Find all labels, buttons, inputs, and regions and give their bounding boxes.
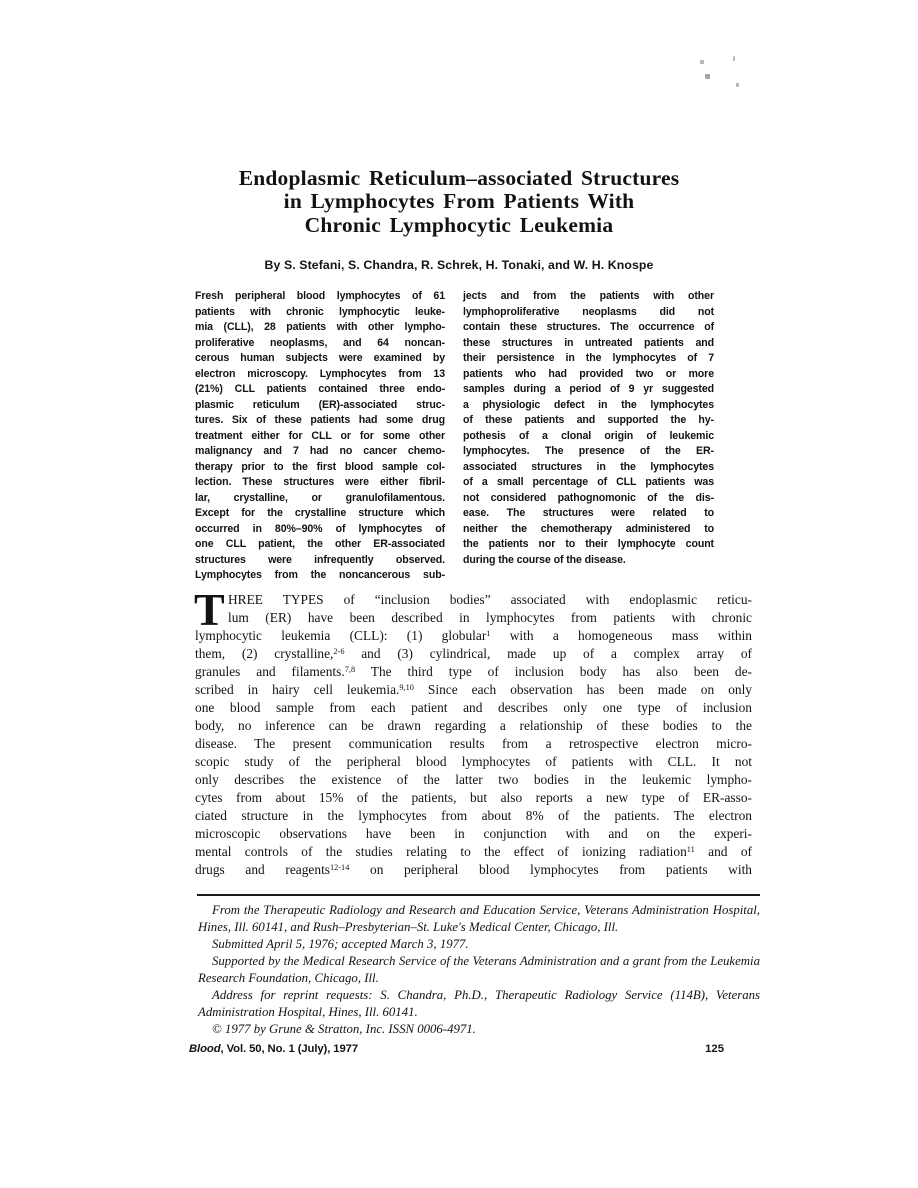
abstract-line: lection. These structures were either fibril- <box>195 476 445 488</box>
body-paragraph <box>194 584 753 879</box>
abstract-right-column <box>463 289 714 568</box>
abstract-line: neither the chemotherapy administered to <box>463 522 714 535</box>
abstract-line: these structures in untreated patients and <box>463 336 714 349</box>
body-line: mental controls of the studies relating to the effect of ionizing radiation$^{11}$ and of <box>195 844 752 859</box>
abstract-line: lymphocytes. The presence of the ER- <box>463 445 714 457</box>
scan-speck <box>736 83 739 87</box>
abstract-line: lymphoproliferative neoplasms did not <box>463 305 714 318</box>
abstract-line: electron microscopy. Lymphocytes from 13 <box>195 367 445 380</box>
abstract-line: a physiologic defect in the lymphocytes <box>463 398 714 411</box>
abstract-line: occurred in 80%–90% of lymphocytes of <box>195 522 445 535</box>
footnote-paragraph: Submitted April 5, 1976; accepted March 3, 1977. <box>212 937 469 951</box>
journal-name: Blood <box>189 1043 221 1055</box>
abstract-line: Fresh peripheral blood lymphocytes of 61 <box>195 290 445 302</box>
article-title-line: Chronic Lymphocytic Leukemia <box>304 212 614 237</box>
scan-speck <box>700 60 704 64</box>
abstract-line: plasmic reticulum (ER)-associated struc- <box>195 398 445 411</box>
abstract-left-column <box>195 289 445 584</box>
body-line: microscopic observations have been in conjunction with and on the experi- <box>195 826 752 841</box>
body-line: scopic study of the peripheral blood lymphocytes of patients with CLL. It not <box>195 754 752 769</box>
abstract-line: during the course of the disease. <box>463 553 626 566</box>
abstract-line: Lymphocytes from the noncancerous sub- <box>195 569 445 581</box>
body-line: ciated structure in the lymphocytes from about 8% of the patients. The electron <box>195 808 752 823</box>
abstract-line: patients who had provided two or more <box>463 367 714 380</box>
abstract-line: contain these structures. The occurrence of <box>463 321 714 333</box>
body-line: HREE TYPES of “inclusion bodies” associated with endoplasmic reticu- <box>228 592 752 607</box>
footnotes <box>198 902 760 1038</box>
footnote-paragraph: © 1977 by Grune & Stratton, Inc. ISSN 0006-4971. <box>212 1022 476 1036</box>
article-title-line: Endoplasmic Reticulum–associated Structures <box>238 166 680 190</box>
abstract-line: lar, crystalline, or granulofilamentous. <box>195 491 445 504</box>
byline: By S. Stefani, S. Chandra, R. Schrek, H. Tonaki, and W. H. Knospe <box>264 258 654 272</box>
article-title <box>0 167 918 237</box>
abstract-line: mia (CLL), 28 patients with other lympho- <box>195 321 445 333</box>
abstract-line: pothesis of a clonal origin of leukemic <box>463 429 714 442</box>
issue-info: , Vol. 50, No. 1 (July), 1977 <box>220 1043 359 1055</box>
abstract-line: the patients nor to their lymphocyte count <box>463 538 714 550</box>
body-line: drugs and reagents$^{12-14}$ on peripheral blood lymphocytes from patients with <box>195 862 752 877</box>
abstract-line: jects and from the patients with other <box>463 290 714 302</box>
abstract-line: structures were infrequently observed. <box>195 553 445 566</box>
abstract-line: therapy prior to the first blood sample col- <box>195 460 445 473</box>
abstract-line: of a small percentage of CLL patients was <box>463 476 714 488</box>
drop-cap: T <box>194 584 225 635</box>
body-line: scribed in hairy cell leukemia.$^{9,10}$ Since each observation has been made on only <box>195 682 752 697</box>
abstract-line: patients with chronic lymphocytic leuke- <box>195 305 445 318</box>
abstract-line: not considered pathognomonic of the dis- <box>463 491 714 504</box>
abstract-line: one CLL patient, the other ER-associated <box>195 538 445 550</box>
footnote-paragraph: From the Therapeutic Radiology and Research and Education Service, Veterans Administration Hospital, Hines, Ill. 60141, and Rush–Presbyterian–St. Luke's Medical Center, Chicago, Ill. <box>198 903 760 934</box>
abstract-line: samples during a period of 9 yr suggested <box>463 383 714 395</box>
abstract-line: associated structures in the lymphocytes <box>463 460 714 473</box>
abstract-line: of these patients and supported the hy- <box>463 414 714 426</box>
footnote-divider <box>197 894 760 896</box>
abstract-line: malignancy and 7 had no cancer chemo- <box>195 445 445 457</box>
abstract-line: (21%) CLL patients contained three endo- <box>195 383 445 395</box>
abstract-line: ease. The structures were related to <box>463 507 714 519</box>
abstract-line: cerous human subjects were examined by <box>195 352 445 364</box>
footnote-paragraph: Address for reprint requests: S. Chandra, Ph.D., Therapeutic Radiology Service (114B), Veterans Administration Hospital, Hines, Ill. 60141. <box>198 988 760 1019</box>
abstract-line: proliferative neoplasms, and 64 noncan- <box>195 336 445 349</box>
abstract-line: treatment either for CLL or for some other <box>195 429 445 442</box>
body-line: body, no inference can be drawn regarding a relationship of these bodies to the <box>195 718 752 733</box>
article-title-line: in Lymphocytes From Patients With <box>283 189 635 214</box>
body-line: lum (ER) have been described in lymphocytes from patients with chronic <box>228 610 752 625</box>
body-line: only describes the existence of the latter two bodies in the leukemic lympho- <box>195 772 752 787</box>
scan-speck <box>705 74 710 79</box>
body-line: lymphocytic leukemia (CLL): (1) globular$^1$ with a homogeneous mass within <box>195 628 753 643</box>
page-number: 125 <box>705 1043 724 1055</box>
body-lines <box>195 591 752 879</box>
scan-speck <box>733 56 735 61</box>
body-line: one blood sample from each patient and describes only one type of inclusion <box>195 700 752 715</box>
journal-footer-reference <box>189 1043 358 1055</box>
body-line: cytes from about 15% of the patients, but also reports a new type of ER-asso- <box>195 790 752 805</box>
abstract-line: tures. Six of these patients had some drug <box>195 414 445 426</box>
body-line: them, (2) crystalline,$^{2-6}$ and (3) cylindrical, made up of a complex array of <box>195 646 752 661</box>
body-line: granules and filaments.$^{7,8}$ The third type of inclusion body has also been de- <box>195 664 752 679</box>
abstract-line: their persistence in the lymphocytes of 7 <box>463 352 714 364</box>
abstract-line: Except for the crystalline structure which <box>195 507 445 519</box>
footnote-paragraph: Supported by the Medical Research Service of the Veterans Administration and a grant from the Leukemia Research Foundation, Chicago, Ill. <box>198 954 760 985</box>
body-line: disease. The present communication results from a retrospective electron micro- <box>195 736 752 751</box>
